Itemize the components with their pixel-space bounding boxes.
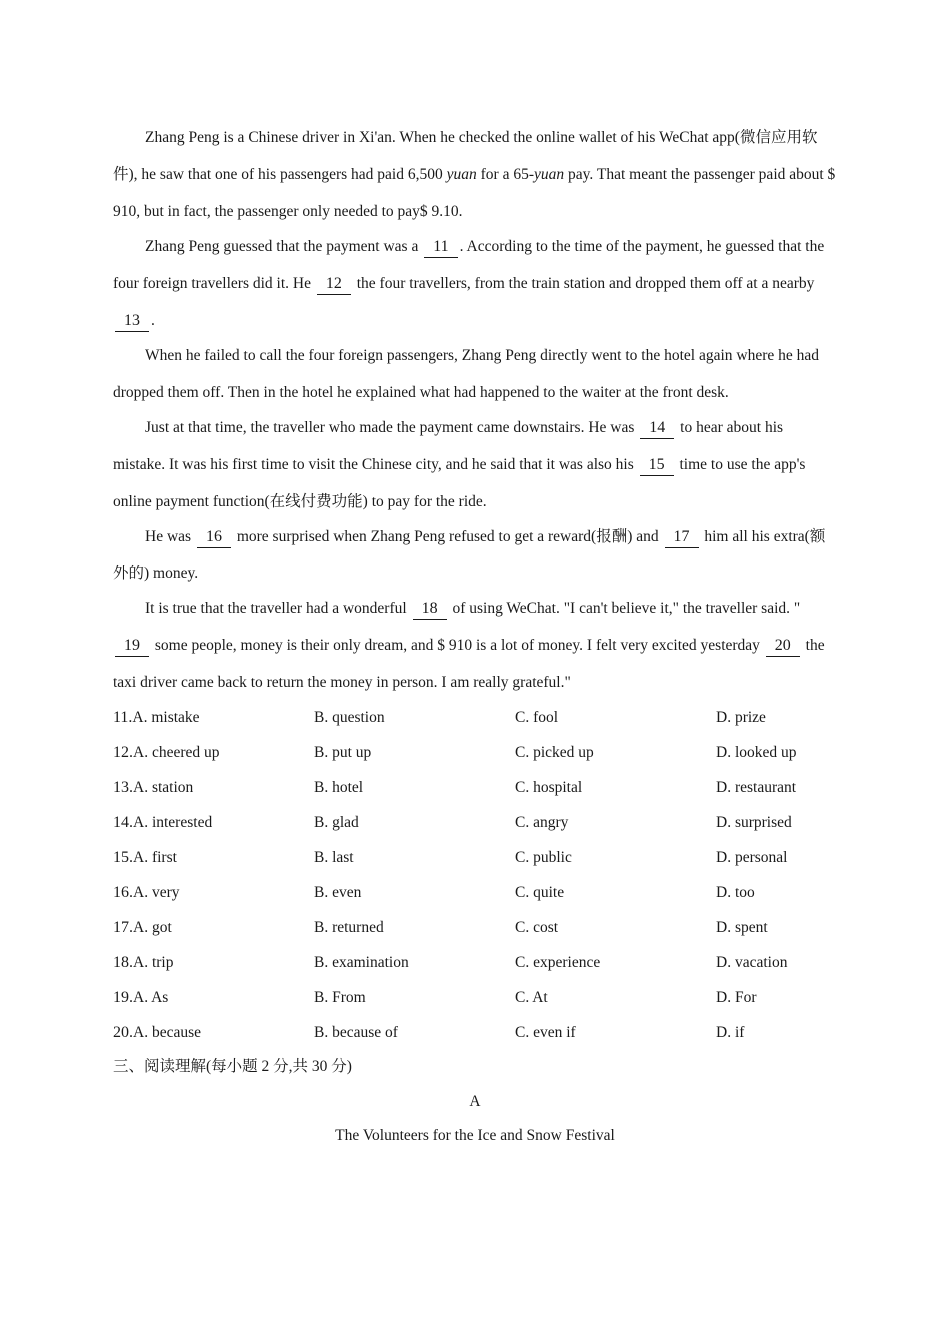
option-row-18 <box>113 945 837 980</box>
option-b: B. even <box>314 883 362 901</box>
option-a: 11.A. mistake <box>113 708 200 726</box>
text: . <box>151 312 155 329</box>
paragraph-1 <box>113 119 837 230</box>
option-a: 13.A. station <box>113 778 194 796</box>
option-a: 15.A. first <box>113 848 177 866</box>
blank-14: 14 <box>640 418 674 439</box>
text: some people, money is their only dream, and $ 910 is a lot of money. I felt very excited yesterday <box>151 637 764 654</box>
blank-19: 19 <box>115 636 149 657</box>
option-b: B. hotel <box>314 778 364 796</box>
option-a: 18.A. trip <box>113 953 174 971</box>
option-row-16 <box>113 875 837 910</box>
option-c: C. picked up <box>515 743 594 761</box>
cloze-passage <box>113 119 837 699</box>
paragraph-4 <box>113 409 837 520</box>
text: more surprised when Zhang Peng refused to get a reward(报酬) and <box>232 528 663 545</box>
text: the four travellers, from the train station and dropped them off at a nearby <box>352 275 815 292</box>
option-row-12 <box>113 735 837 770</box>
option-row-19 <box>113 980 837 1015</box>
option-b: B. examination <box>314 953 409 971</box>
blank-20: 20 <box>766 636 800 657</box>
option-a: 17.A. got <box>113 918 172 936</box>
option-d: D. For <box>716 988 757 1006</box>
option-b: B. last <box>314 848 354 866</box>
text: him all his extra(额外的) money. <box>113 528 826 582</box>
text: for a 65- <box>476 166 534 183</box>
text: the taxi driver came back to return the money in person. I am really grateful." <box>113 637 825 691</box>
paragraph-6 <box>113 590 837 701</box>
option-c: C. cost <box>515 918 559 936</box>
text: Zhang Peng guessed that the payment was a <box>145 238 423 255</box>
blank-18: 18 <box>413 599 447 620</box>
option-a: 14.A. interested <box>113 813 213 831</box>
option-c: C. experience <box>515 953 601 971</box>
option-a: 19.A. As <box>113 988 169 1006</box>
option-d: D. restaurant <box>716 778 797 796</box>
option-c: C. even if <box>515 1023 576 1041</box>
option-c: C. public <box>515 848 572 866</box>
paragraph-2 <box>113 228 837 339</box>
option-b: B. put up <box>314 743 372 761</box>
text: Just at that time, the traveller who made the payment came downstairs. He was <box>145 419 639 436</box>
text: time to use the app's online payment function(在线付费功能) to pay for the ride. <box>113 456 806 510</box>
option-b: B. because of <box>314 1023 398 1041</box>
option-d: D. personal <box>716 848 788 866</box>
option-b: B. returned <box>314 918 384 936</box>
option-c: C. hospital <box>515 778 583 796</box>
option-b: B. From <box>314 988 366 1006</box>
option-row-13 <box>113 770 837 805</box>
blank-15: 15 <box>640 455 674 476</box>
option-c: C. fool <box>515 708 559 726</box>
option-d: D. looked up <box>716 743 797 761</box>
section-heading: 三、阅读理解(每小题 2 分,共 30 分) <box>113 1058 352 1075</box>
option-a: 20.A. because <box>113 1023 201 1041</box>
option-c: C. quite <box>515 883 565 901</box>
blank-13: 13 <box>115 311 149 332</box>
option-row-20 <box>113 1015 837 1050</box>
option-row-17 <box>113 910 837 945</box>
paragraph-3: When he failed to call the four foreign passengers, Zhang Peng directly went to the hotel again where he had dropped them off. Then in the hotel he explained what had happened to the waiter at the front desk. <box>113 347 820 401</box>
text: It is true that the traveller had a wonderful <box>145 600 411 617</box>
option-row-15 <box>113 840 837 875</box>
option-d: D. vacation <box>716 953 788 971</box>
blank-17: 17 <box>665 527 699 548</box>
article-title: The Volunteers for the Ice and Snow Festival <box>335 1127 615 1144</box>
option-d: D. surprised <box>716 813 792 831</box>
blank-11: 11 <box>424 237 457 258</box>
text: Zhang Peng is a Chinese driver in Xi'an. When he checked the online wallet of his WeChat app(微信应用软件), he saw that one of his passengers had paid 6,500 <box>113 129 818 183</box>
answer-options <box>113 700 837 1050</box>
text: . According to the time of the payment, he guessed that the four foreign travellers did it. He <box>113 238 825 292</box>
italic-text: yuan <box>534 166 565 183</box>
paragraph-5 <box>113 518 837 592</box>
option-row-11 <box>113 700 837 735</box>
option-a: 16.A. very <box>113 883 180 901</box>
blank-12: 12 <box>317 274 351 295</box>
text: pay. That meant the passenger paid about $ 910, but in fact, the passenger only needed to pay$ 9.10. <box>113 166 836 220</box>
text: of using WeChat. "I can't believe it," the traveller said. " <box>448 600 801 617</box>
part-label: A <box>469 1093 481 1110</box>
option-d: D. spent <box>716 918 768 936</box>
option-c: C. angry <box>515 813 569 831</box>
option-d: D. if <box>716 1023 745 1041</box>
italic-text: yuan <box>446 166 477 183</box>
option-a: 12.A. cheered up <box>113 743 220 761</box>
option-row-14 <box>113 805 837 840</box>
option-d: D. too <box>716 883 755 901</box>
text: to hear about his mistake. It was his first time to visit the Chinese city, and he said that it was also his <box>113 419 784 473</box>
option-d: D. prize <box>716 708 766 726</box>
option-b: B. glad <box>314 813 359 831</box>
option-c: C. At <box>515 988 548 1006</box>
option-b: B. question <box>314 708 385 726</box>
text: He was <box>145 528 195 545</box>
blank-16: 16 <box>197 527 231 548</box>
